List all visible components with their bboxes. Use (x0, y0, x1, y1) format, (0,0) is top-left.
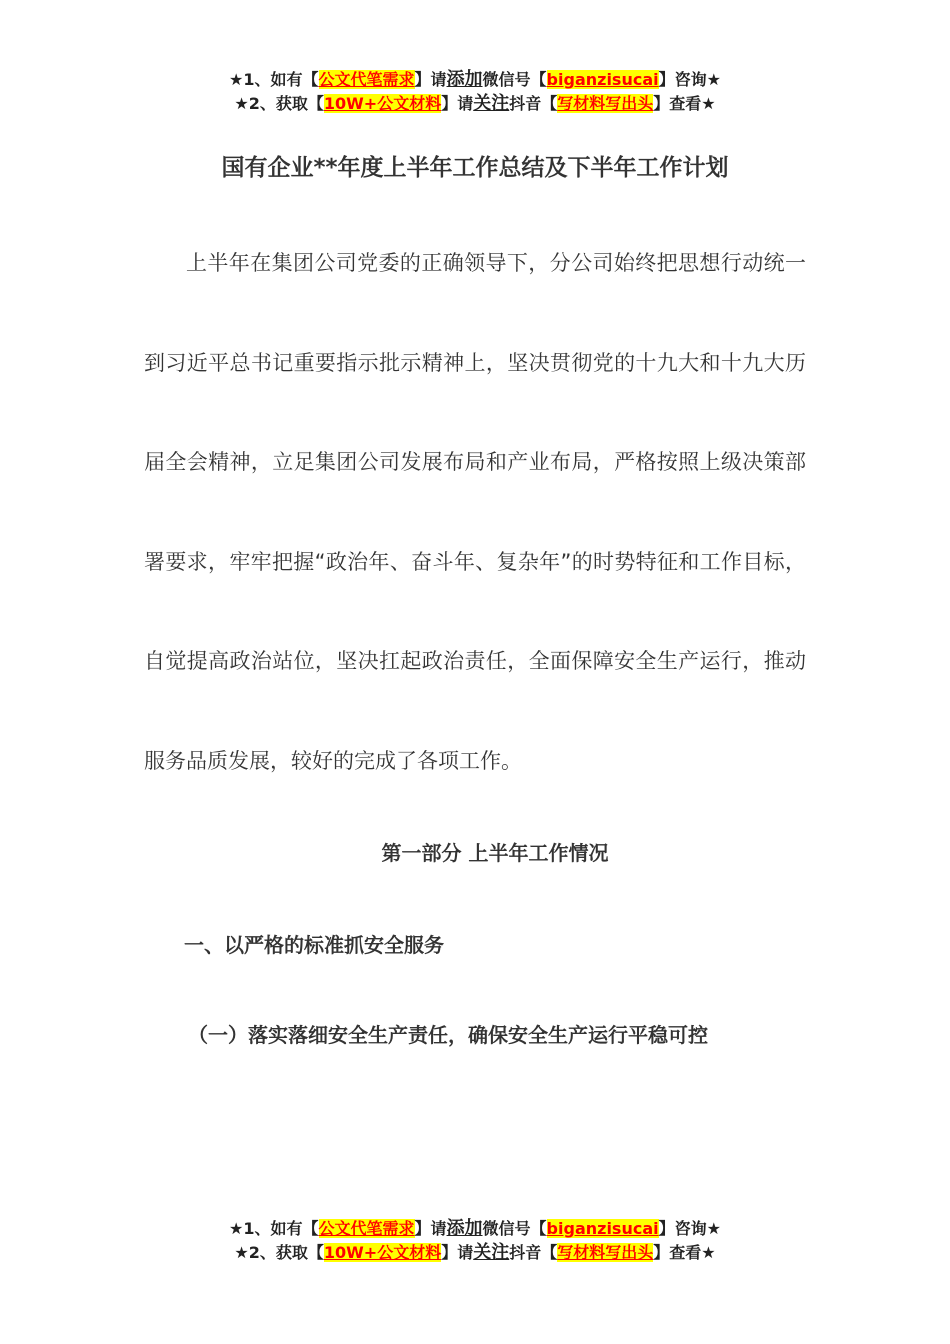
banner-line-2 (0, 1241, 950, 1265)
banner-text: 】请 (414, 1219, 447, 1238)
banner-line-1 (0, 68, 950, 92)
banner-text: 】请 (441, 1243, 474, 1262)
banner-text: 抖音【 (509, 94, 558, 113)
highlight-text: 公文代笔需求 (318, 70, 415, 89)
header-banner (0, 68, 950, 116)
underlined-text: 关注 (473, 1242, 510, 1263)
douyin-id: 写材料写出头 (557, 94, 654, 113)
highlight-text: 10W+公文材料 (323, 1243, 442, 1262)
underlined-text: 添加 (446, 69, 483, 90)
section-heading: 一、以严格的标准抓安全服务 (184, 933, 444, 957)
highlight-text: 10W+公文材料 (323, 94, 442, 113)
wechat-id: biganzisucai (546, 1219, 659, 1238)
banner-text: 】咨询★ (658, 1219, 721, 1238)
banner-text: 】请 (414, 70, 447, 89)
douyin-id: 写材料写出头 (557, 1243, 654, 1262)
banner-line-1 (0, 1217, 950, 1241)
banner-text: 】请 (441, 94, 474, 113)
banner-text: ★1、如有【 (229, 1219, 319, 1238)
banner-text: 】咨询★ (658, 70, 721, 89)
banner-text: 】查看★ (653, 94, 716, 113)
banner-text: 微信号【 (482, 70, 547, 89)
subsection-heading: （一）落实落细安全生产责任，确保安全生产运行平稳可控 (188, 1023, 708, 1047)
banner-line-2 (0, 92, 950, 116)
part-heading: 第一部分 上半年工作情况 (381, 841, 609, 865)
banner-text: ★2、获取【 (234, 1243, 324, 1262)
highlight-text: 公文代笔需求 (318, 1219, 415, 1238)
banner-text: ★1、如有【 (229, 70, 319, 89)
banner-text: ★2、获取【 (234, 94, 324, 113)
footer-banner (0, 1217, 950, 1265)
banner-text: 微信号【 (482, 1219, 547, 1238)
underlined-text: 添加 (446, 1218, 483, 1239)
banner-text: 抖音【 (509, 1243, 558, 1262)
wechat-id: biganzisucai (546, 70, 659, 89)
document-title: 国有企业**年度上半年工作总结及下半年工作计划 (221, 155, 729, 181)
underlined-text: 关注 (473, 93, 510, 114)
intro-paragraph: 上半年在集团公司党委的正确领导下，分公司始终把思想行动统一到习近平总书记重要指示批示精神上，坚决贯彻党的十九大和十九大历届全会精神，立足集团公司发展布局和产业布局，严格按照上级决策部署要求，牢牢把握“政治年、奋斗年、复杂年”的时势特征和工作目标，自觉提高政治站位，坚决扛起政治责任，全面保障安全生产运行，推动服务品质发展，较好的完成了各项工作。 (144, 251, 806, 773)
banner-text: 】查看★ (653, 1243, 716, 1262)
